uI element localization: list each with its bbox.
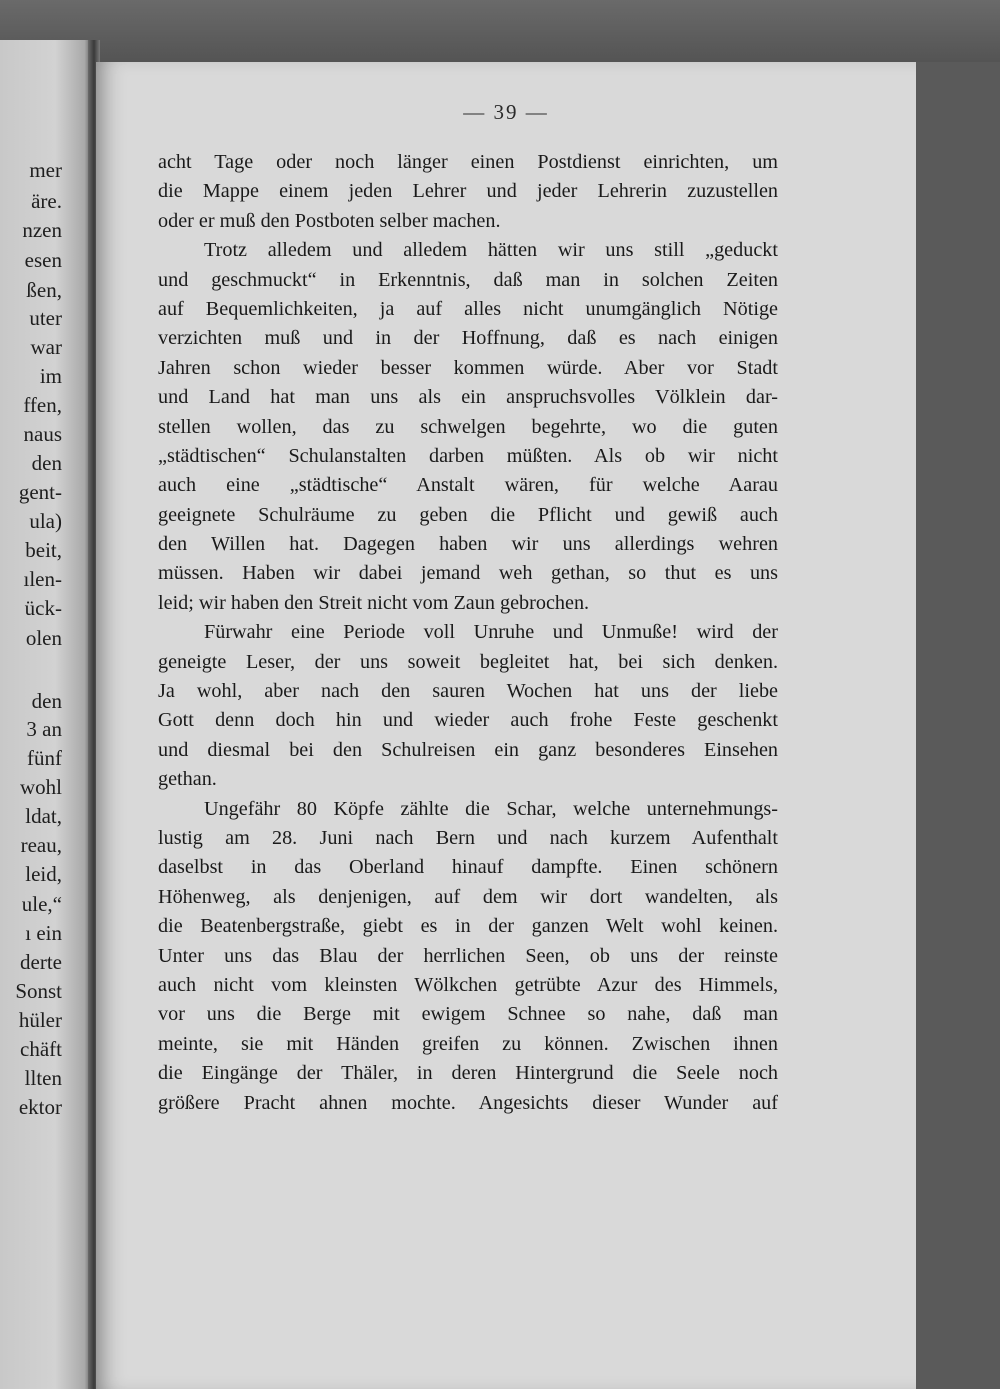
facing-page-text-fragment: beit, [25,538,62,562]
page-number: — 39 — [463,100,549,124]
facing-page-text-fragment: ßen, [26,278,62,302]
facing-page-text-fragment: den [31,451,62,475]
text-line: geeignete Schulräume zu geben die Pflicht und gewiß auch [158,503,778,526]
scan-background [0,0,1000,62]
text-line: Unter uns das Blau der herrlichen Seen, ob uns der reinste [158,944,778,967]
facing-page-text-fragment: ule,“ [21,892,62,916]
facing-page-text-fragment: den [31,689,62,713]
facing-page-text-fragment: nzen [22,218,62,242]
facing-page-text-fragment: ı ein [25,921,62,945]
text-line: daselbst in das Oberland hinauf dampfte. Einen schönern [158,856,778,879]
book-page [96,62,916,1389]
facing-page-text-fragment: 3 an [26,717,62,741]
facing-page-text-fragment: ılen- [23,567,62,591]
facing-page-text-fragment: ula) [29,509,62,533]
facing-page-text-fragment: ück- [24,596,62,620]
text-line: Jahren schon wieder besser kommen würde. Aber vor Stadt [158,356,778,379]
text-line: „städtischen“ Schulanstalten darben müßten. Als ob wir nicht [158,444,778,467]
facing-page-text-fragment: äre. [31,189,62,213]
text-line: die Beatenbergstraße, giebt es in der ganzen Welt wohl keinen. [158,915,778,938]
facing-page-text-fragment: mer [29,158,62,182]
facing-page-text-fragment: wohl [20,775,62,799]
facing-page-text-fragment: esen [24,248,62,272]
text-line: größere Pracht ahnen mochte. Angesichts dieser Wunder auf [158,1091,778,1114]
text-line: acht Tage oder noch länger einen Postdienst einrichten, um [158,151,778,173]
text-line: vor uns die Berge mit ewigem Schnee so nahe, daß man [158,1003,778,1026]
scan-background-right [916,62,1000,1389]
text-line: verzichten muß und in der Hoffnung, daß es nach einigen [158,327,778,350]
facing-page-text-fragment: naus [23,422,62,446]
text-line: Gott denn doch hin und wieder auch frohe Feste geschenkt [158,709,778,732]
facing-page-text-fragment: uter [29,306,62,330]
text-line: und Land hat man uns als ein anspruchsvolles Völklein dar- [158,386,778,409]
text-line: die Eingänge der Thäler, in deren Hintergrund die Seele noch [158,1062,778,1085]
facing-page-text-fragment: ldat, [25,804,62,828]
text-line: den Willen hat. Dagegen haben wir uns allerdings wehren [158,533,778,556]
text-line: Trotz alledem und alledem hätten wir uns still „geduckt [204,239,778,262]
text-line: leid; wir haben den Streit nicht vom Zaun gebrochen. [158,591,590,614]
text-line: lustig am 28. Juni nach Bern und nach kurzem Aufenthalt [158,826,778,849]
facing-page-text-fragment: derte [20,950,62,974]
facing-page-text-fragment: fünf [27,746,62,770]
text-line: auch nicht vom kleinsten Wölkchen getrübte Azur des Himmels, [158,973,778,996]
text-line: Ja wohl, aber nach den sauren Wochen hat uns der liebe [158,680,778,703]
facing-page-text-fragment: Sonst [15,979,62,1003]
text-line: geneigte Leser, der uns soweit begleitet hat, bei sich denken. [158,650,778,673]
facing-page-edge [0,40,92,1389]
facing-page-text-fragment: reau, [20,833,62,857]
facing-page-text-fragment: ffen, [23,393,62,417]
text-line: Höhenweg, als denjenigen, auf dem wir dort wandelten, als [158,885,778,908]
text-line: meinte, sie mit Händen greifen zu können. Zwischen ihnen [158,1032,778,1055]
facing-page-text-fragment: ektor [18,1095,62,1119]
facing-page-text-fragment: olen [25,626,62,650]
text-line: die Mappe einem jeden Lehrer und jeder Lehrerin zuzustellen [158,180,778,203]
text-line: Fürwahr eine Periode voll Unruhe und Unmuße! wird der [204,621,778,644]
facing-page-text-fragment: chäft [20,1037,62,1061]
text-line: und geschmuckt“ in Erkenntnis, daß man in solchen Zeiten [158,268,778,291]
text-line: stellen wollen, das zu schwelgen begehrte, wo die guten [158,415,778,438]
body-text [158,148,778,1118]
facing-page-text-fragment: gent- [18,480,62,504]
text-line: oder er muß den Postboten selber machen. [158,209,501,232]
text-line: müssen. Haben wir dabei jemand weh gethan, so thut es uns [158,562,778,585]
text-line: auch eine „städtische“ Anstalt wären, für welche Aarau [158,474,778,497]
facing-page-text-fragment: im [39,364,62,388]
text-line: Ungefähr 80 Köpfe zählte die Schar, welche unternehmungs- [204,797,778,820]
text-line: auf Bequemlichkeiten, ja auf alles nicht unumgänglich Nötige [158,297,778,320]
facing-page-text-fragment: hüler [18,1008,62,1032]
facing-page-text-fragment: llten [24,1066,62,1090]
facing-page-text-fragment: war [30,335,62,359]
text-line: und diesmal bei den Schulreisen ein ganz besonderes Einsehen [158,738,778,761]
text-line: gethan. [158,768,217,791]
facing-page-text-fragment: leid, [25,862,62,886]
